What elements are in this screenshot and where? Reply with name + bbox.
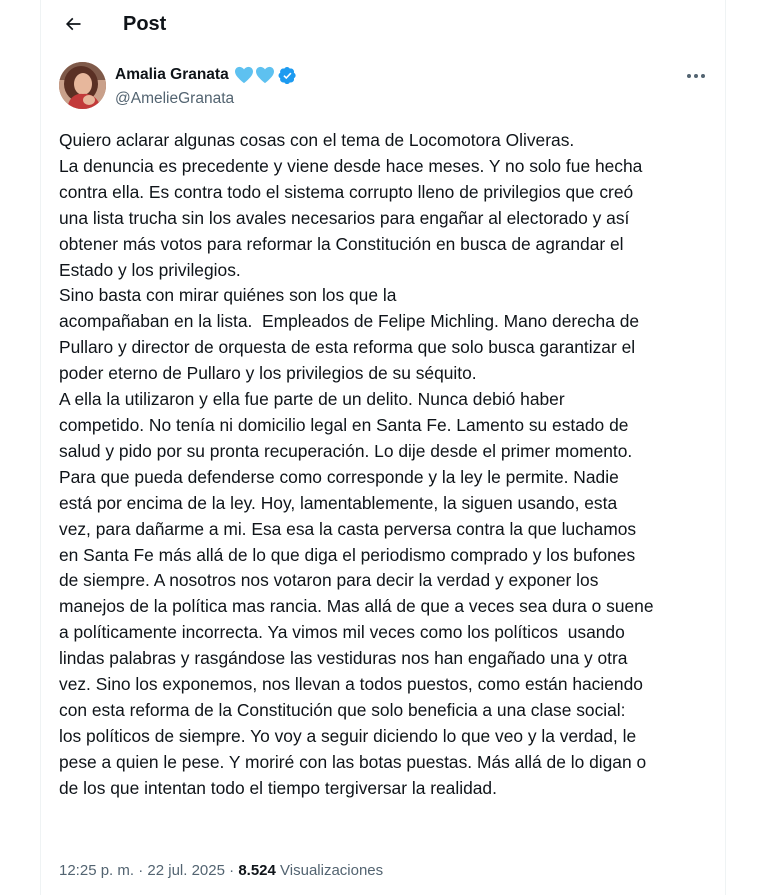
post-text-line: con esta reforma de la Constitución que solo beneficia a una clase social:: [59, 699, 626, 720]
post-text-line: lindas palabras y rasgándose las vestiduras nos han engañado una y otra: [59, 648, 628, 669]
light-blue-heart-icon: [255, 66, 275, 84]
more-horizontal-icon: [686, 73, 706, 79]
post-text-line: una lista trucha sin los avales necesarios para engañar al electorado y así: [59, 207, 630, 228]
post-text-line: vez. Sino los exponemos, nos llevan a todos puestos, como están haciendo: [59, 674, 643, 695]
post-text-line: de siempre. A nosotros nos votaron para decir la verdad y exponer los: [59, 570, 599, 591]
post-text-line: Pullaro y director de orquesta de esta reforma que solo busca garantizar el: [59, 337, 636, 358]
post-text-line: competido. No tenía ni domicilio legal en Santa Fe. Lamento su estado de: [59, 414, 629, 435]
back-button[interactable]: [55, 6, 91, 42]
post-column: [40, 0, 726, 895]
post-date[interactable]: 22 jul. 2025: [147, 862, 225, 879]
post-text-line: La denuncia es precedente y viene desde hace meses. Y no solo fue hecha: [59, 155, 643, 176]
post-text-line: Sino basta con mirar quiénes son los que la: [59, 285, 397, 306]
post-text-line: acompañaban en la lista. Empleados de Felipe Michling. Mano derecha de: [59, 311, 640, 332]
light-blue-heart-icon: [234, 66, 254, 84]
post-text-line: Para que pueda defenderse como corresponde y la ley le permite. Nadie: [59, 466, 619, 487]
post-text-line: Estado y los privilegios.: [59, 259, 241, 280]
post-text-line: los políticos de siempre. Yo voy a seguir diciendo lo que veo y la verdad, le: [59, 725, 637, 746]
more-options-button[interactable]: [681, 66, 711, 86]
post-text-line: vez, para dañarme a mi. Esa esa la casta perversa contra la que luchamos: [59, 518, 637, 539]
post-text-line: en Santa Fe más allá de lo que diga el periodismo comprado y los bufones: [59, 544, 636, 565]
views-count: 8.524: [238, 862, 276, 879]
emoji-group: [234, 66, 275, 84]
arrow-left-icon: [63, 14, 83, 34]
top-bar: [41, 0, 725, 48]
author-name-row[interactable]: [115, 64, 297, 86]
post-time[interactable]: 12:25 p. m.: [59, 862, 135, 879]
post-text-line: a políticamente incorrecta. Ya vimos mil veces como los políticos usando: [59, 622, 625, 643]
views-label: Visualizaciones: [280, 862, 384, 879]
post-text-line: obtener más votos para reformar la Constitución en busca de agrandar el: [59, 233, 624, 254]
post-text-line: Quiero aclarar algunas cosas con el tema de Locomotora Oliveras.: [59, 130, 575, 150]
author-name[interactable]: Amalia Granata: [115, 66, 229, 83]
meta-separator: ·: [224, 862, 239, 879]
post-text-line: contra ella. Es contra todo el sistema corrupto lleno de privilegios que creó: [59, 181, 634, 202]
post-text: [59, 128, 719, 802]
post-text-line: de los que intentan todo el tiempo tergiversar la realidad.: [59, 777, 497, 798]
post-text-line: salud y pido por su pronta recuperación. Lo dije desde el primer momento.: [59, 440, 633, 461]
post-meta: [59, 860, 383, 882]
page-title: Post: [123, 13, 167, 35]
right-sidebar-edge: [754, 0, 767, 895]
post-text-line: A ella la utilizaron y ella fue parte de un delito. Nunca debió haber: [59, 389, 565, 410]
post-text-line: manejos de la política mas rancia. Mas allá de que a veces sea dura o suene: [59, 596, 654, 617]
author-handle[interactable]: @AmelieGranata: [115, 90, 235, 107]
post-text-line: poder eterno de Pullaro y los privilegios de su séquito.: [59, 363, 477, 384]
meta-separator: ·: [134, 862, 148, 879]
post-text-line: está por encima de la ley. Hoy, lamentablemente, la siguen usando, esta: [59, 492, 618, 513]
post-text-line: pese a quien le pese. Y moriré con las botas puestas. Más allá de lo digan o: [59, 751, 647, 772]
avatar[interactable]: [59, 62, 106, 109]
verified-badge-icon[interactable]: [278, 66, 297, 85]
